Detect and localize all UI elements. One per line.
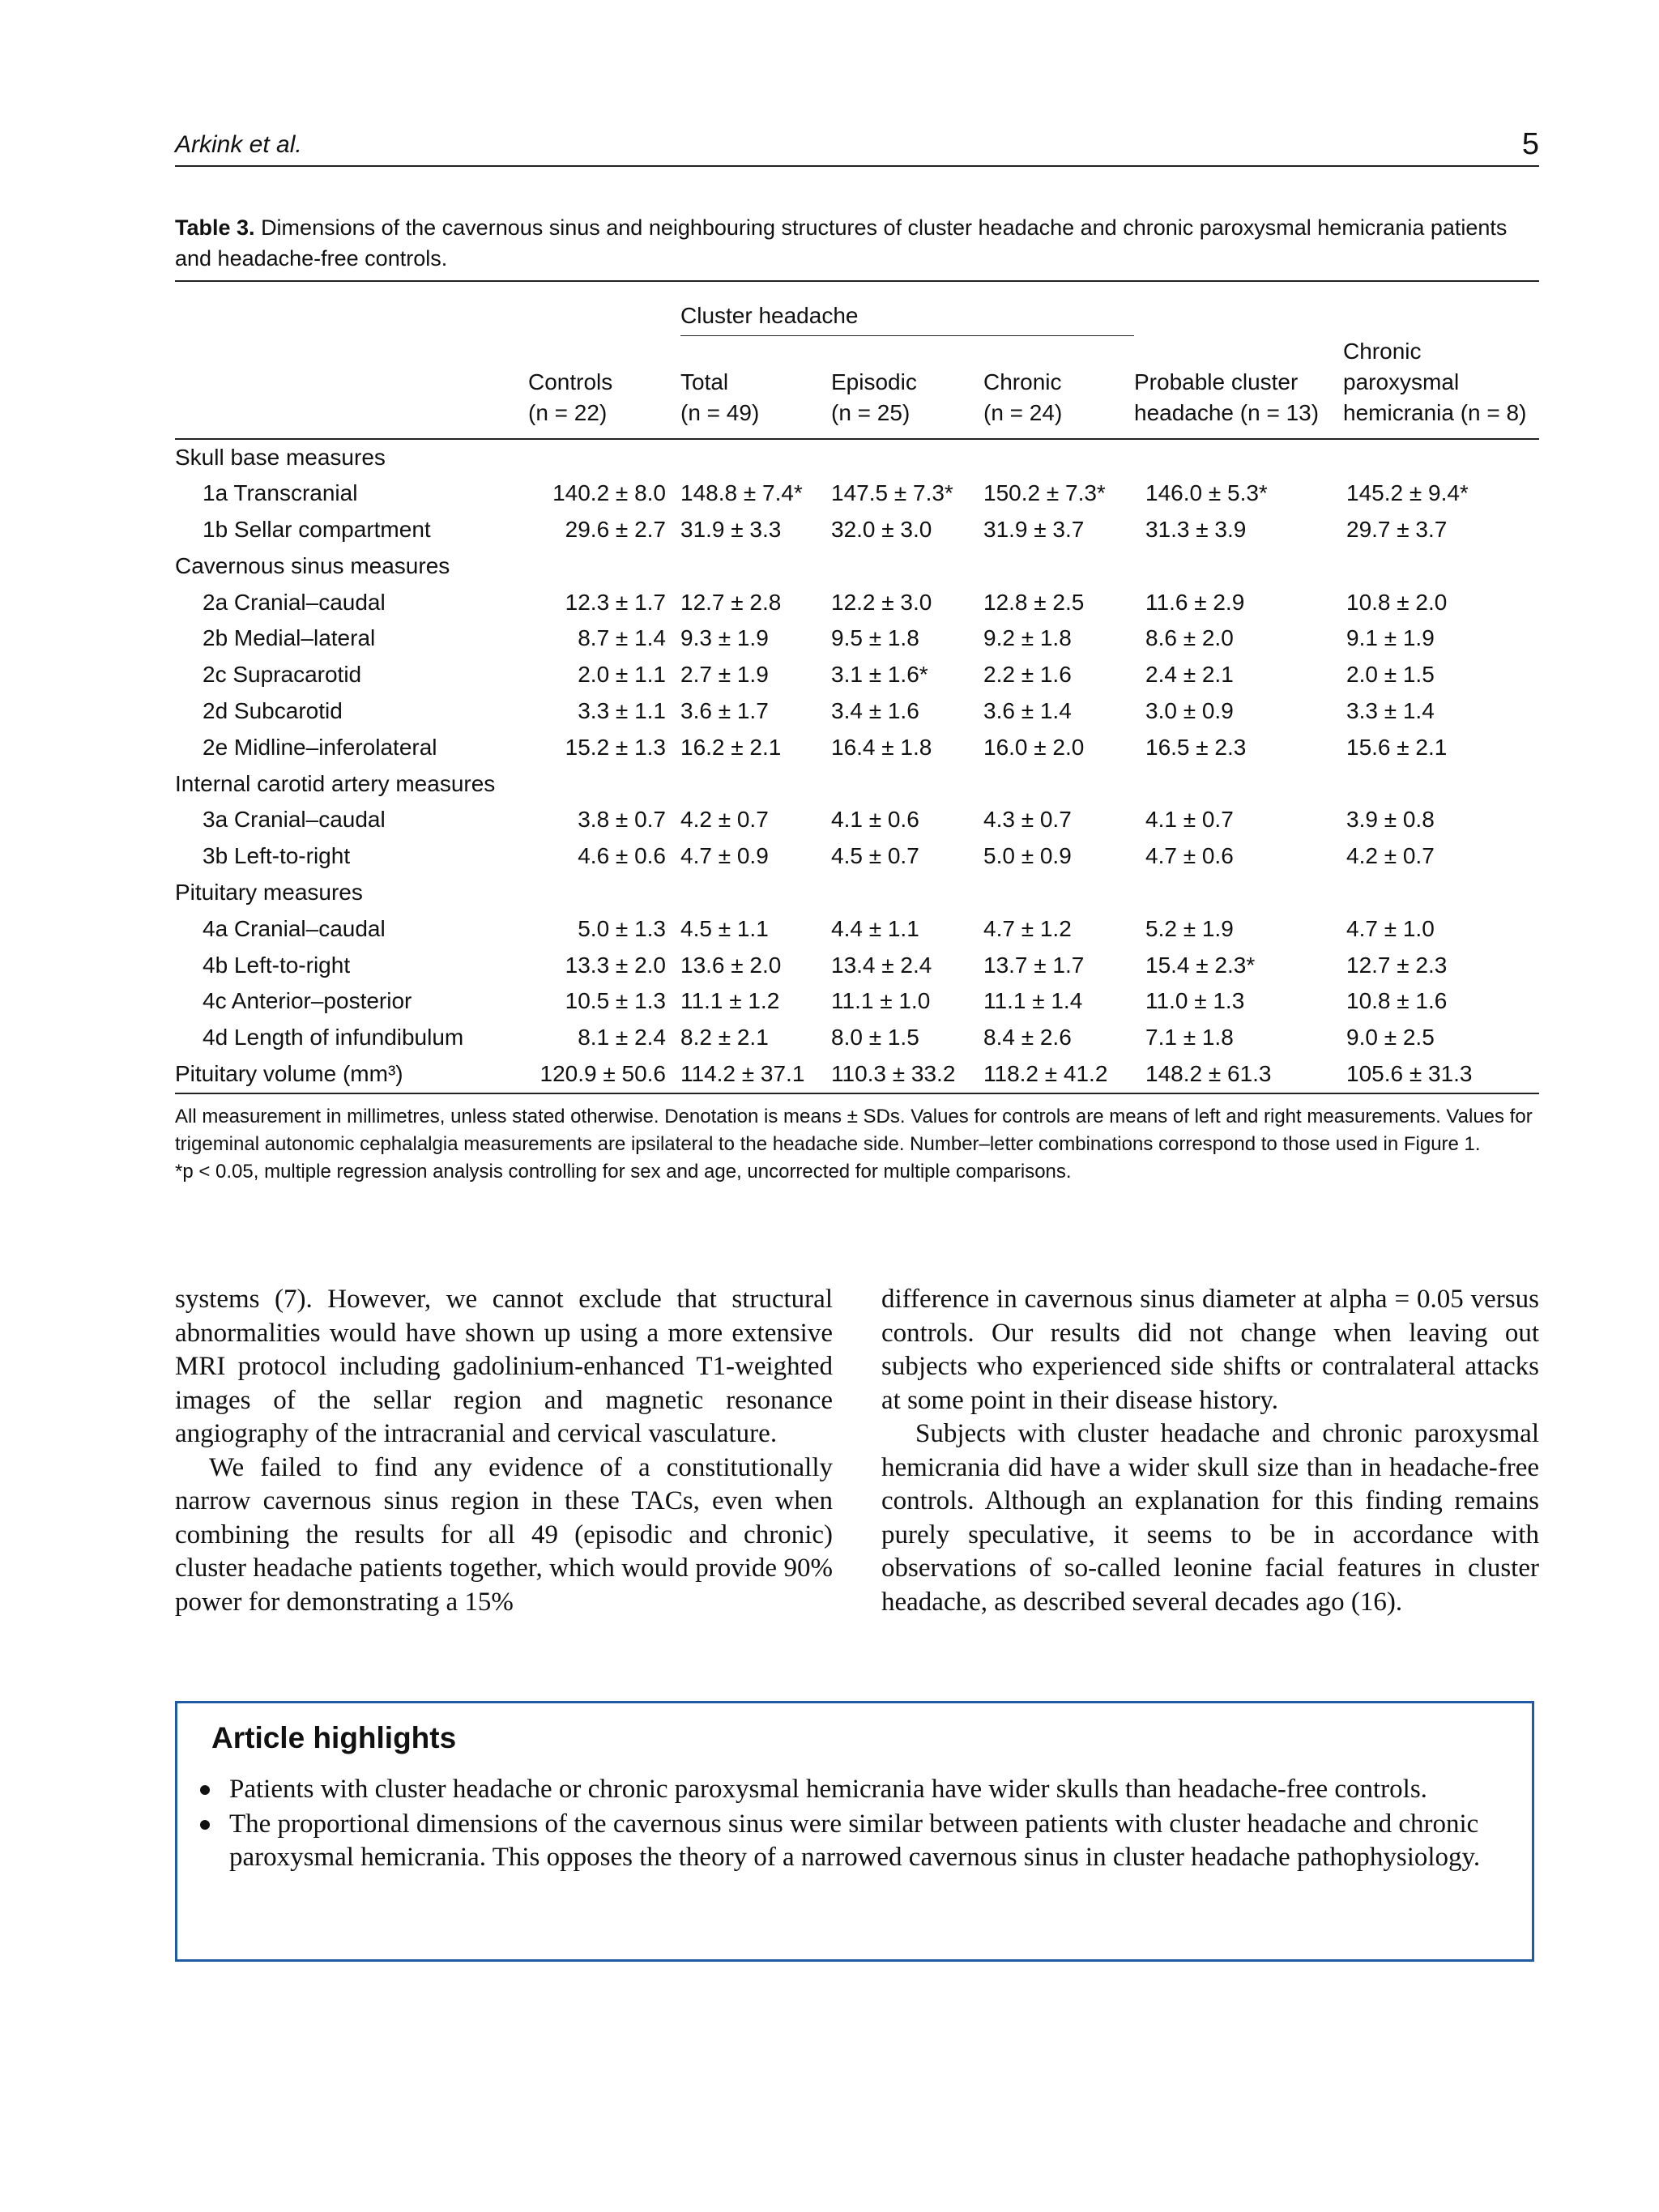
table-cell: 12.7 ± 2.3 <box>1346 952 1448 978</box>
table-cell <box>528 875 680 911</box>
table-cell: 11.1 ± 1.4 <box>983 988 1083 1014</box>
table-cell: 32.0 ± 3.0 <box>831 517 932 543</box>
table-cell: 4.2 ± 0.7 <box>1346 843 1435 869</box>
table-row-label: 2b Medial–lateral <box>203 625 376 651</box>
table-footnotes <box>175 1103 1539 1186</box>
page-number: 5 <box>1521 127 1539 161</box>
table-cell: 4.1 ± 0.7 <box>1145 807 1234 833</box>
table-cell: 16.2 ± 2.1 <box>680 734 782 760</box>
highlight-item: Patients with cluster headache or chronic paroxysmal hemicrania have wider skulls than headache-free controls. <box>177 1773 1506 1807</box>
bullet-icon <box>200 1785 210 1795</box>
body-paragraph: We failed to find any evidence of a constitutionally narrow cavernous sinus region in these TACs, even when combining the results for all 49 (episodic and chronic) cluster headache patients together, which would provide 90% power for demonstrating a 15% <box>175 1452 833 1617</box>
table-cell: 13.4 ± 2.4 <box>831 952 932 978</box>
table-cell: 11.0 ± 1.3 <box>1145 988 1245 1014</box>
table-cell: 9.3 ± 1.9 <box>680 625 769 651</box>
table-row-label: 3b Left-to-right <box>203 843 351 869</box>
table-cell <box>831 875 983 911</box>
table-row <box>175 1020 1539 1056</box>
table-row <box>175 766 1539 803</box>
table-cell <box>680 875 831 911</box>
table-cell: 120.9 ± 50.6 <box>539 1061 666 1087</box>
table-cell <box>831 439 983 476</box>
table-cell <box>528 548 680 585</box>
table-cell <box>983 875 1134 911</box>
table-section-label: Cavernous sinus measures <box>175 552 450 578</box>
table-row-label: 1b Sellar compartment <box>203 517 431 543</box>
col-header-episodic: Episodic (n = 25) <box>831 369 917 425</box>
body-column-left <box>175 1283 833 1619</box>
table-section-label: Skull base measures <box>175 444 386 470</box>
table-cell: 114.2 ± 37.1 <box>680 1061 805 1087</box>
table-cell: 5.0 ± 1.3 <box>578 915 666 941</box>
table-cell: 8.4 ± 2.6 <box>983 1025 1072 1051</box>
table-cell: 10.8 ± 1.6 <box>1346 988 1448 1014</box>
table-row <box>175 693 1539 730</box>
table-cell: 118.2 ± 41.2 <box>983 1061 1108 1087</box>
table-cell: 7.1 ± 1.8 <box>1145 1025 1234 1051</box>
table-cell: 150.2 ± 7.3* <box>983 480 1106 506</box>
table-section-label: Pituitary volume (mm³) <box>175 1061 403 1087</box>
table-cell: 9.0 ± 2.5 <box>1346 1025 1435 1051</box>
table-cell <box>680 766 831 803</box>
table-cell <box>983 766 1134 803</box>
table-cell: 11.1 ± 1.0 <box>831 988 931 1014</box>
table-caption-text: Dimensions of the cavernous sinus and neighbouring structures of cluster headache and chronic paroxysmal hemicrania patients and headache-free controls. <box>175 215 1508 271</box>
bullet-icon <box>200 1820 210 1830</box>
table-row-label: 4b Left-to-right <box>203 952 351 978</box>
table-cell: 3.6 ± 1.4 <box>983 698 1072 724</box>
body-column-right <box>881 1283 1539 1619</box>
table-row-label: 3a Cranial–caudal <box>203 807 386 833</box>
table-cell: 29.6 ± 2.7 <box>565 517 666 543</box>
table-cell: 105.6 ± 31.3 <box>1346 1061 1473 1087</box>
table-cell <box>1343 439 1539 476</box>
table-row-label: 4d Length of infundibulum <box>203 1025 464 1051</box>
table-cell: 8.7 ± 1.4 <box>578 625 666 651</box>
table-row-label: 2e Midline–inferolateral <box>203 734 437 760</box>
table-cell: 16.5 ± 2.3 <box>1145 734 1247 760</box>
table-cell: 11.6 ± 2.9 <box>1145 589 1245 615</box>
table-cell: 4.7 ± 0.9 <box>680 843 769 869</box>
table-row <box>175 838 1539 875</box>
table-cell: 2.0 ± 1.1 <box>578 662 666 688</box>
table-row <box>175 730 1539 766</box>
table-row <box>175 548 1539 585</box>
cluster-headache-group-header: Cluster headache <box>680 280 1134 336</box>
table-cell <box>528 766 680 803</box>
table-cell: 13.7 ± 1.7 <box>983 952 1085 978</box>
data-table <box>175 280 1539 1094</box>
table-section-label: Internal carotid artery measures <box>175 770 496 796</box>
table-cell: 4.1 ± 0.6 <box>831 807 919 833</box>
table-cell: 31.9 ± 3.3 <box>680 517 782 543</box>
table-cell: 3.8 ± 0.7 <box>578 807 666 833</box>
table-cell <box>1343 766 1539 803</box>
table-cell: 8.2 ± 2.1 <box>680 1025 769 1051</box>
highlights-list <box>177 1773 1506 1876</box>
table-cell: 15.6 ± 2.1 <box>1346 734 1448 760</box>
table-cell: 4.7 ± 1.2 <box>983 915 1072 941</box>
table-cell: 5.2 ± 1.9 <box>1145 915 1234 941</box>
table-cell: 12.7 ± 2.8 <box>680 589 782 615</box>
table-cell: 2.7 ± 1.9 <box>680 662 769 688</box>
table-cell: 16.0 ± 2.0 <box>983 734 1085 760</box>
table-cell: 2.0 ± 1.5 <box>1346 662 1435 688</box>
table-cell: 3.9 ± 0.8 <box>1346 807 1435 833</box>
table-caption <box>175 212 1539 274</box>
table-cell: 3.3 ± 1.1 <box>578 698 666 724</box>
table-row <box>175 983 1539 1020</box>
table-cell: 4.7 ± 1.0 <box>1346 915 1435 941</box>
table-row <box>175 585 1539 621</box>
table-row <box>175 439 1539 476</box>
table-cell: 4.7 ± 0.6 <box>1145 843 1234 869</box>
table-cell: 4.2 ± 0.7 <box>680 807 769 833</box>
table-cell <box>831 766 983 803</box>
col-header-probable: Probable cluster headache (n = 13) <box>1134 369 1320 425</box>
table-cell: 8.1 ± 2.4 <box>578 1025 666 1051</box>
table-header-row <box>175 336 1539 439</box>
table-row <box>175 948 1539 984</box>
table-cell: 31.3 ± 3.9 <box>1145 517 1247 543</box>
table-cell: 9.5 ± 1.8 <box>831 625 919 651</box>
body-paragraph: Subjects with cluster headache and chronic paroxysmal hemicrania did have a wider skull size than in headache-free controls. Although an explanation for this finding remains purely speculative, it seems to be in accordance with observations of so-called leonine facial features in cluster headache, as described several decades ago (16). <box>881 1419 1539 1617</box>
table-cell: 13.3 ± 2.0 <box>565 952 666 978</box>
table-cell: 148.8 ± 7.4* <box>680 480 803 506</box>
table-row <box>175 802 1539 838</box>
table-cell: 12.2 ± 3.0 <box>831 589 932 615</box>
table-cell: 4.3 ± 0.7 <box>983 807 1072 833</box>
running-head: Arkink et al. <box>175 131 302 158</box>
table-header-group-row <box>175 280 1539 336</box>
table-row-label: 2d Subcarotid <box>203 698 343 724</box>
table-cell: 11.1 ± 1.2 <box>680 988 780 1014</box>
table-cell: 15.4 ± 2.3* <box>1145 952 1256 978</box>
highlights-title: Article highlights <box>211 1721 457 1754</box>
table-row-label: 4c Anterior–posterior <box>203 988 412 1014</box>
table-row <box>175 1056 1539 1093</box>
article-highlights-box <box>175 1701 1534 1962</box>
table-cell: 147.5 ± 7.3* <box>831 480 953 506</box>
table-row-label: 2a Cranial–caudal <box>203 589 386 615</box>
table-cell: 9.1 ± 1.9 <box>1346 625 1435 651</box>
table-cell: 140.2 ± 8.0 <box>552 480 666 506</box>
table-row-label: 4a Cranial–caudal <box>203 915 386 941</box>
table-cell: 3.4 ± 1.6 <box>831 698 919 724</box>
table-cell: 8.6 ± 2.0 <box>1145 625 1234 651</box>
table-cell: 13.6 ± 2.0 <box>680 952 782 978</box>
table-cell: 3.3 ± 1.4 <box>1346 698 1435 724</box>
table-cell: 4.4 ± 1.1 <box>831 915 919 941</box>
table-cell: 4.6 ± 0.6 <box>578 843 666 869</box>
table-row-label: 1a Transcranial <box>203 480 358 506</box>
table-cell <box>1134 548 1343 585</box>
table-cell <box>983 439 1134 476</box>
table-row <box>175 875 1539 911</box>
table-cell <box>528 439 680 476</box>
table-cell <box>1134 766 1343 803</box>
table-cell <box>1134 875 1343 911</box>
table-cell: 110.3 ± 33.2 <box>831 1061 956 1087</box>
table-cell: 9.2 ± 1.8 <box>983 625 1072 651</box>
table-cell: 148.2 ± 61.3 <box>1145 1061 1272 1087</box>
table-cell: 2.4 ± 2.1 <box>1145 662 1234 688</box>
table-cell: 4.5 ± 0.7 <box>831 843 919 869</box>
table-row <box>175 512 1539 548</box>
body-text <box>175 1283 1539 1656</box>
table-cell: 3.1 ± 1.6* <box>831 662 928 688</box>
body-paragraph: systems (7). However, we cannot exclude that structural abnormalities would have shown up using a more extensive MRI protocol including gadolinium-enhanced T1-weighted images of the sellar region and magnetic resonance angiography of the intracranial and cervical vasculature. <box>175 1285 833 1448</box>
table-cell <box>680 439 831 476</box>
highlight-item: The proportional dimensions of the cavernous sinus were similar between patients with cluster headache and chronic paroxysmal hemicrania. This opposes the theory of a narrowed cavernous sinus in cluster headache pathophysiology. <box>177 1808 1506 1875</box>
table-cell: 4.5 ± 1.1 <box>680 915 769 941</box>
col-header-controls: Controls (n = 22) <box>528 369 613 425</box>
page-header <box>175 128 1539 167</box>
table-cell: 5.0 ± 0.9 <box>983 843 1072 869</box>
table-cell: 3.6 ± 1.7 <box>680 698 769 724</box>
table-row <box>175 475 1539 512</box>
table-cell <box>831 548 983 585</box>
col-header-chronic: Chronic (n = 24) <box>983 369 1063 425</box>
table-cell <box>1343 548 1539 585</box>
col-header-total: Total (n = 49) <box>680 369 760 425</box>
table-row <box>175 620 1539 657</box>
table-cell: 8.0 ± 1.5 <box>831 1025 919 1051</box>
table-row <box>175 911 1539 948</box>
col-header-cph: Chronic paroxysmal hemicrania (n = 8) <box>1343 338 1527 425</box>
table-cell: 16.4 ± 1.8 <box>831 734 932 760</box>
table-cell: 31.9 ± 3.7 <box>983 517 1085 543</box>
table-caption-label: Table 3. <box>175 215 255 240</box>
table-cell <box>1343 875 1539 911</box>
table-cell: 3.0 ± 0.9 <box>1145 698 1234 724</box>
table-body <box>175 439 1539 1093</box>
table-row-label: 2c Supracarotid <box>203 662 362 688</box>
table-cell: 10.5 ± 1.3 <box>565 988 666 1014</box>
table-footnote-1: All measurement in millimetres, unless stated otherwise. Denotation is means ± SDs. Values for controls are means of left and right measurements. Values for trigeminal autonomic cephalalgia measurements are ipsilateral to the headache side. Number–letter combinations correspond to those used in Figure 1. <box>175 1106 1533 1155</box>
table-cell: 146.0 ± 5.3* <box>1145 480 1268 506</box>
body-paragraph: difference in cavernous sinus diameter at alpha = 0.05 versus controls. Our results did not change when leaving out subjects who experienced side shifts or contralateral attacks at some point in their disease history. <box>881 1285 1539 1415</box>
table-cell: 2.2 ± 1.6 <box>983 662 1072 688</box>
table-section-label: Pituitary measures <box>175 880 363 906</box>
table-cell: 29.7 ± 3.7 <box>1346 517 1448 543</box>
table-cell: 10.8 ± 2.0 <box>1346 589 1448 615</box>
table-cell: 145.2 ± 9.4* <box>1346 480 1469 506</box>
table-footnote-2: *p < 0.05, multiple regression analysis controlling for sex and age, uncorrected for multiple comparisons. <box>175 1161 1072 1183</box>
table-cell <box>680 548 831 585</box>
table-row <box>175 657 1539 693</box>
table-cell: 12.3 ± 1.7 <box>565 589 666 615</box>
table-cell <box>1134 439 1343 476</box>
table-cell <box>983 548 1134 585</box>
table-cell: 15.2 ± 1.3 <box>565 734 666 760</box>
table-cell: 12.8 ± 2.5 <box>983 589 1085 615</box>
